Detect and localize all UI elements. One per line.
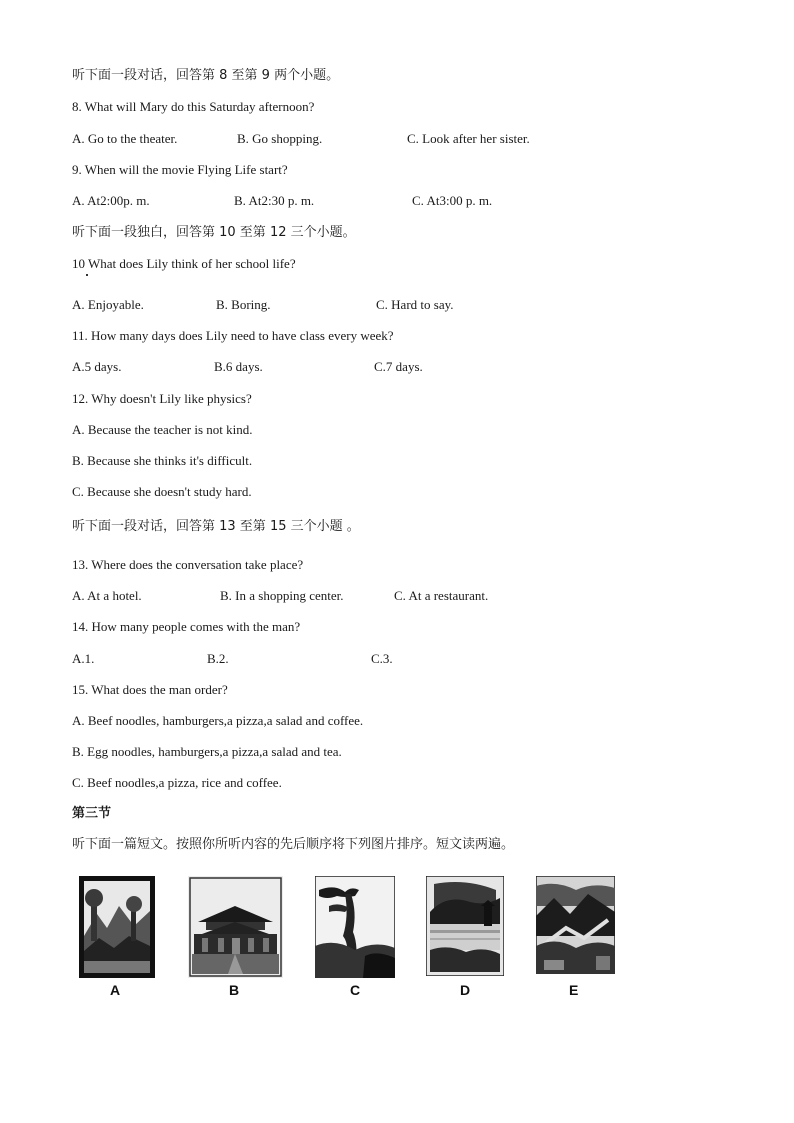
question-14-option-c: C.3. (371, 651, 393, 666)
question-14-option-a: A.1. (72, 651, 95, 666)
picture-c-label: C (350, 982, 361, 998)
question-15-option-c: C. Beef noodles,a pizza, rice and coffee. (72, 775, 282, 790)
question-8-option-c: C. Look after her sister. (407, 131, 530, 146)
picture-e-label: E (569, 982, 579, 998)
question-13-option-a: A. At a hotel. (72, 588, 142, 603)
section-3-instruction: 听下面一篇短文。按照你所听内容的先后顺序将下列图片排序。短文读两遍。 (72, 837, 515, 852)
picture-d-label: D (460, 982, 471, 998)
question-9-option-a: A. At2:00p. m. (72, 193, 150, 208)
question-12: 12. Why doesn't Lily like physics? (72, 391, 252, 406)
question-10: 10 What does Lily think of her school life? (72, 256, 296, 271)
question-13: 13. Where does the conversation take place? (72, 557, 304, 572)
question-9-option-b: B. At2:30 p. m. (234, 193, 315, 208)
section-intro-13-15: 听下面一段对话，回答第 13 至第 15 三个小题 。 (72, 519, 360, 534)
question-8-option-a: A. Go to the theater. (72, 131, 178, 146)
picture-b-palace (188, 876, 283, 978)
question-10-option-a: A. Enjoyable. (72, 297, 144, 312)
question-12-option-c: C. Because she doesn't study hard. (72, 484, 252, 499)
question-13-option-b: B. In a shopping center. (220, 588, 344, 603)
picture-c-pine-tree (315, 876, 395, 978)
question-9-option-c: C. At3:00 p. m. (412, 193, 493, 208)
question-15: 15. What does the man order? (72, 682, 228, 697)
question-10-option-c: C. Hard to say. (376, 297, 454, 312)
picture-a-landscape (79, 876, 155, 978)
question-11-option-c: C.7 days. (374, 359, 423, 374)
question-15-option-b: B. Egg noodles, hamburgers,a pizza,a salad and tea. (72, 744, 342, 759)
question-8-option-b: B. Go shopping. (237, 131, 323, 146)
picture-b-label: B (229, 982, 240, 998)
question-12-option-b: B. Because she thinks it's difficult. (72, 453, 253, 468)
scan-speck (86, 274, 88, 276)
question-11-option-a: A.5 days. (72, 359, 122, 374)
question-10-option-b: B. Boring. (216, 297, 271, 312)
question-14: 14. How many people comes with the man? (72, 619, 301, 634)
question-15-option-a: A. Beef noodles, hamburgers,a pizza,a salad and coffee. (72, 713, 364, 728)
question-8: 8. What will Mary do this Saturday afternoon? (72, 99, 315, 114)
question-12-option-a: A. Because the teacher is not kind. (72, 422, 253, 437)
section-intro-10-12: 听下面一段独白，回答第 10 至第 12 三个小题。 (72, 225, 356, 240)
question-13-option-c: C. At a restaurant. (394, 588, 489, 603)
picture-d-lake (426, 876, 504, 976)
question-9: 9. When will the movie Flying Life start? (72, 162, 288, 177)
question-11-option-b: B.6 days. (214, 359, 263, 374)
section-3-title: 第三节 (72, 806, 112, 821)
question-14-option-b: B.2. (207, 651, 229, 666)
section-intro-8-9: 听下面一段对话，回答第 8 至第 9 两个小题。 (72, 68, 340, 83)
picture-a-label: A (110, 982, 121, 998)
picture-e-great-wall (536, 876, 615, 974)
question-11: 11. How many days does Lily need to have class every week? (72, 328, 394, 343)
